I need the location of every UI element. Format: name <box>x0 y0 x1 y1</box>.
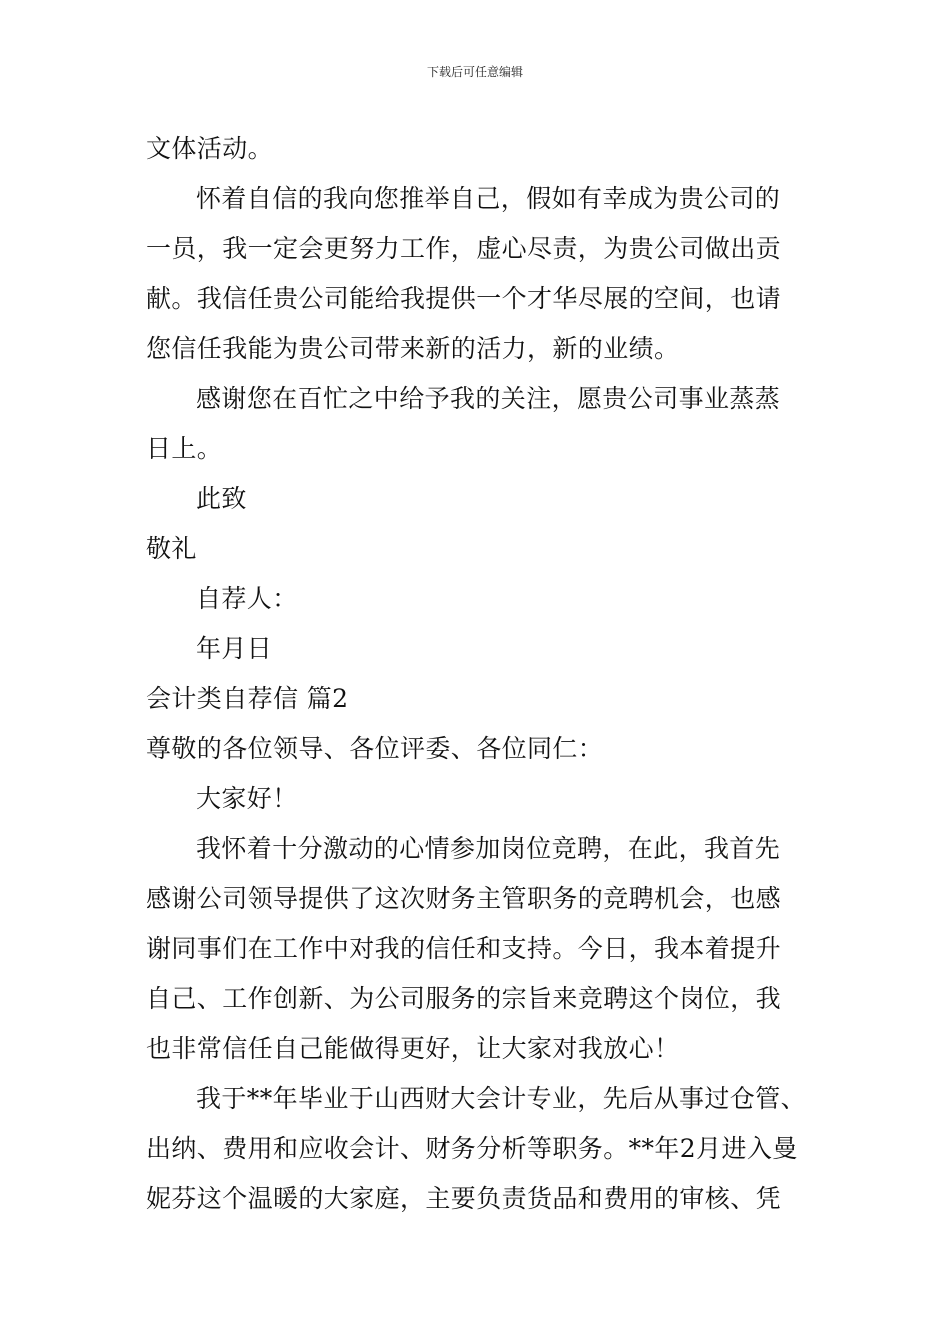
text-line: 妮芬这个温暖的大家庭，主要负责货品和费用的审核、凭 <box>146 1184 782 1213</box>
greeting: 大家好！ <box>196 784 298 813</box>
text-line: 怀着自信的我向您推举自己，假如有幸成为贵公司的 <box>196 184 781 213</box>
text-line: 感谢公司领导提供了这次财务主管职务的竞聘机会，也感 <box>146 884 782 913</box>
text-line: 出纳、费用和应收会计、财务分析等职务。**年2月进入曼 <box>146 1134 798 1163</box>
closing-salutation: 此致 <box>196 484 247 513</box>
text-line: 文体活动。 <box>146 134 274 163</box>
signature-label: 自荐人： <box>196 584 298 613</box>
date-label: 年月日 <box>196 634 273 663</box>
page-header: 下载后可任意编辑 <box>426 65 523 79</box>
text-line: 一员，我一定会更努力工作，虚心尽责，为贵公司做出贡 <box>146 234 782 263</box>
text-line: 感谢您在百忙之中给予我的关注，愿贵公司事业蒸蒸 <box>196 384 781 413</box>
text-line: 也非常信任自己能做得更好，让大家对我放心！ <box>146 1034 680 1063</box>
text-line: 自己、工作创新、为公司服务的宗旨来竞聘这个岗位，我 <box>146 984 782 1013</box>
text-line: 谢同事们在工作中对我的信任和支持。今日，我本着提升 <box>146 934 782 963</box>
greeting: 尊敬的各位领导、各位评委、各位同仁： <box>146 734 604 763</box>
closing-salutation: 敬礼 <box>146 534 197 563</box>
text-line: 日上。 <box>146 434 223 463</box>
text-line: 您信任我能为贵公司带来新的活力，新的业绩。 <box>146 334 680 363</box>
section-heading: 会计类自荐信 篇2 <box>146 684 349 713</box>
text-line: 献。我信任贵公司能给我提供一个才华尽展的空间，也请 <box>146 284 782 313</box>
text-line: 我于**年毕业于山西财大会计专业，先后从事过仓管、 <box>196 1084 807 1113</box>
text-line: 我怀着十分激动的心情参加岗位竞聘，在此，我首先 <box>196 834 781 863</box>
